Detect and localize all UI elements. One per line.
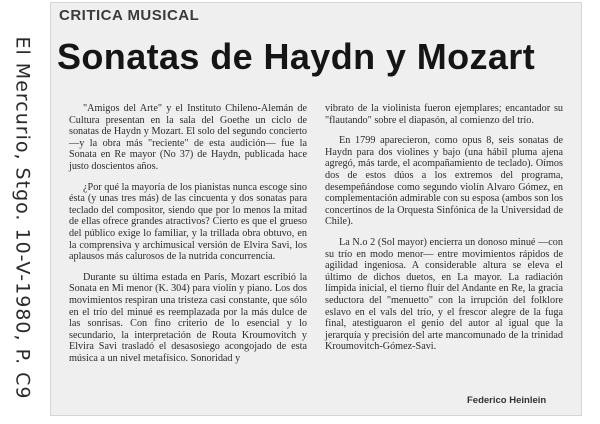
article-column-left <box>69 103 307 373</box>
margin-note-text: El Mercurio, Stgo. 10-V-1980, P. C9 <box>12 36 35 400</box>
newspaper-clipping <box>50 2 582 416</box>
paragraph: La N.o 2 (Sol mayor) encierra un donoso minué —con su trío en modo menor— entre movimientos rápidos de agilidad ingeniosa. A considerable altura se eleva el último de dichos duetos, en La mayor. La radiación límpida inicial, el tierno fluir del Andante en Re, la gracia seductora del "menuetto" con la irrupción del folklore eslavo en el vals del trío, y el frescor alegre de la fuga final, atestiguaron el genio del autor al igual que la jerarquía y precisión del arte mancomunado de la trinidad Kroumovitch-Gómez-Savi. <box>325 236 563 353</box>
author-signature: Federico Heinlein <box>467 395 547 406</box>
paragraph: "Amigos del Arte" y el Instituto Chileno-Alemán de Cultura presentan en la sala del Goethe un ciclo de sonatas de Haydn y Mozart. El solo del segundo concierto —y la obra más "reciente" de esta audición— fue la Sonata en Re mayor (No 37) de Haydn, publicada hace justo doscientos años. <box>69 103 307 172</box>
paragraph: En 1799 aparecieron, como opus 8, seis sonatas de Haydn para dos violines y bajo (una hábil pluma ajena agregó, más tarde, el acompañamiento de teclado). Oímos dos de estos dúos a los extremos del programa, desempeñándose como segundo violín Alvaro Gómez, en complementación admirable con su esposa (ambos son los concertinos de la Orquesta Sinfónica de la Universidad de Chile). <box>325 135 563 228</box>
handwritten-margin-note <box>12 20 35 416</box>
paragraph: ¿Por qué la mayoría de los pianistas nunca escoge sino ésta (y unas tres más) de las cincuenta y dos sonatas para teclado del compositor, siendo que por lo menos la mitad de ellas ofrece grandes atractivos? Cierto es que el grueso del público exige lo familiar, y la trillada obra obtuvo, en la comprensiva y archimusical versión de Elvira Savi, los aplausos más calurosos de la nutrida concurrencia. <box>69 181 307 263</box>
article-column-right <box>325 103 563 362</box>
headline: Sonatas de Haydn y Mozart <box>57 36 536 77</box>
section-label: CRITICA MUSICAL <box>59 7 200 24</box>
paragraph: vibrato de la violinista fueron ejemplares; encantador su "flautando" sobre el diapasón, al comienzo del trío. <box>325 103 563 126</box>
paragraph: Durante su última estada en París, Mozart escribió la Sonata en Mi menor (K. 304) para violín y piano. Los dos movimientos respiran una tristeza casi constante, que sólo en el trío del minué es reemplazada por la más dulce de las sonrisas. Con fino criterio de lo esencial y lo secundario, la interpretación de Routa Kroumovitch y Elvira Savi trasladó el desasosiego acongojado de esta música a un nivel metafísico. Sonoridad y <box>69 271 307 364</box>
